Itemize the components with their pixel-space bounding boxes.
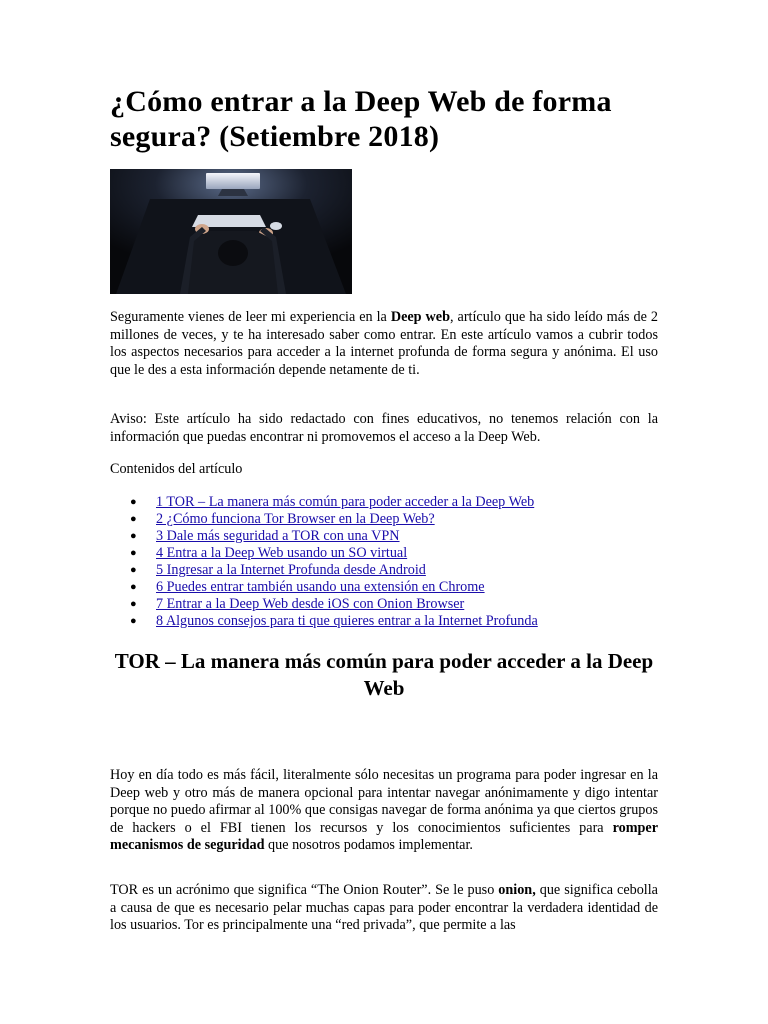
intro-paragraph: Seguramente vienes de leer mi experiencia en la Deep web, artículo que ha sido leído más de 2 millones de veces, y te ha interesado saber como entrar. En este artículo vamos a cubrir todos los aspectos necesarios para acceder a la internet profunda de forma segura y anónima. El uso que le des a esta información depende netamente de ti. — [110, 309, 658, 378]
toc-link-8[interactable]: 8 Algunos consejos para ti que quieres entrar a la Internet Profunda — [156, 613, 538, 629]
toc-item — [110, 562, 658, 579]
bullet-icon: ● — [130, 530, 137, 542]
toc-link-4[interactable]: 4 Entra a la Deep Web usando un SO virtual — [156, 545, 408, 561]
hero-image — [110, 169, 352, 294]
toc-item — [110, 545, 658, 562]
bullet-icon: ● — [130, 564, 137, 576]
bullet-icon: ● — [130, 615, 137, 627]
toc-item — [110, 494, 658, 511]
bullet-icon: ● — [130, 598, 137, 610]
tor-paragraph-1: Hoy en día todo es más fácil, literalmente sólo necesitas un programa para poder ingresar en la Deep web y otro más de manera opcional para intentar navegar anónimamente y digo intentar porque no puedo afirmar al 100% que consigas navegar de forma anónima ya que ciertos grupos de hackers o el FBI tienen los recursos y los conocimientos suficientes para romper mecanismos de seguridad que nosotros podamos implementar. — [110, 767, 658, 853]
toc-item — [110, 596, 658, 613]
toc-link-6[interactable]: 6 Puedes entrar también usando una extensión en Chrome — [156, 579, 485, 595]
bold-phrase: romper mecanismos de seguridad — [110, 819, 658, 853]
toc-item — [110, 528, 658, 545]
bullet-icon: ● — [130, 547, 137, 559]
toc-link-2[interactable]: 2 ¿Cómo funciona Tor Browser en la Deep Web? — [156, 511, 435, 527]
toc-item — [110, 511, 658, 528]
toc-link-1[interactable]: 1 TOR – La manera más común para poder acceder a la Deep Web — [156, 494, 535, 510]
article-title: ¿Cómo entrar a la Deep Web de forma segura? (Setiembre 2018) — [110, 85, 612, 153]
person-at-computer-illustration — [110, 169, 352, 294]
toc-link-3[interactable]: 3 Dale más seguridad a TOR con una VPN — [156, 528, 400, 544]
toc-item — [110, 579, 658, 596]
tor-paragraph-2: TOR es un acrónimo que significa “The Onion Router”. Se le puso onion, que significa cebolla a causa de que es necesario pelar muchas capas para poder encontrar la verdadera identidad de los usuarios. Tor es principalmente una “red privada”, que permite a las — [110, 882, 658, 933]
toc-link-7[interactable]: 7 Entrar a la Deep Web desde iOS con Onion Browser — [156, 596, 465, 612]
deep-web-bold-text: Deep web — [390, 309, 450, 325]
section-heading: TOR – La manera más común para poder acceder a la Deep Web — [114, 649, 654, 700]
toc-heading: Contenidos del artículo — [110, 461, 243, 477]
bullet-icon: ● — [130, 513, 137, 525]
bold-word: onion, — [498, 882, 536, 898]
toc-item — [110, 613, 658, 630]
bullet-icon: ● — [130, 581, 137, 593]
bullet-icon: ● — [130, 496, 137, 508]
toc-link-5[interactable]: 5 Ingresar a la Internet Profunda desde Android — [156, 562, 426, 578]
table-of-contents — [110, 494, 658, 630]
notice-paragraph: Aviso: Este artículo ha sido redactado con fines educativos, no tenemos relación con la información que puedas encontrar ni promovemos el acceso a la Deep Web. — [110, 411, 658, 445]
